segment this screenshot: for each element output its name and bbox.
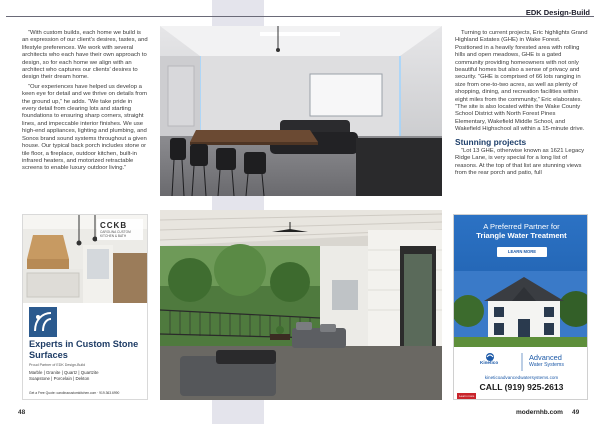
kinetico-logo-row bbox=[454, 351, 588, 373]
ccbk-headline: Experts in Custom Stone Surfaces bbox=[29, 339, 139, 360]
ccbk-emblem-icon bbox=[29, 307, 57, 337]
kinetico-url[interactable]: kineticoadvancedwatersystems.com bbox=[484, 375, 559, 380]
ccbk-materials bbox=[29, 370, 145, 382]
house-illustration bbox=[454, 271, 588, 347]
ccbk-materials-line-1: Marble | Granite | Quartz | Quartzite bbox=[29, 370, 99, 375]
ccbk-logo bbox=[97, 219, 143, 240]
kinetico-phone[interactable]: CALL (919) 925-2613 bbox=[479, 382, 564, 392]
kinetico-learn-tag[interactable]: Learn more bbox=[459, 394, 475, 398]
right-paragraph-1: Turning to current projects, Eric highlights Grand Highland Estates (GHE) in Wake Forest. Positioned in a heavily forested area with rolling hills and open meadows, GHE is a gated community providing homeowners with not only beautiful homes but also a sense of privacy and security. “GHE is comprised of 66 lots ranging in size from one-to-two acres, as well as plenty of shopping, dining, and recreation facilities within eight miles from the community,” Eric elaborates. “The site is also located within the Wake County School District with North Forest Pines Elementary, Wakefield Middle School, and Wakefield Highschool all within a 15-minute drive. bbox=[455, 30, 588, 133]
kinetico-headline bbox=[458, 223, 585, 240]
kinetico-brand: Kinetico bbox=[480, 360, 499, 365]
left-column-text bbox=[22, 30, 148, 175]
right-column-text bbox=[455, 30, 588, 179]
page-number-right: 49 bbox=[572, 409, 580, 416]
kinetico-advertisement[interactable] bbox=[453, 214, 588, 400]
home-theater-photo bbox=[160, 26, 442, 196]
ccbk-partner-line: Proud Partner of EDK Design-Build bbox=[29, 363, 86, 367]
footer-site[interactable]: modernhb.com bbox=[516, 409, 563, 416]
covered-patio-photo bbox=[160, 210, 442, 400]
ccbk-tagline: CAROLINA CUSTOM KITCHEN & BATH bbox=[100, 230, 131, 238]
right-paragraph-2: “Lot 13 GHE, otherwise known as 1621 Legacy Ridge Lane, is very special for a long list of reasons. At the top of that list are stunning views from the rear porch and patio, full bbox=[455, 147, 585, 176]
header-rule bbox=[6, 16, 594, 17]
learn-more-button[interactable]: LEARN MORE bbox=[497, 247, 547, 257]
stunning-projects-heading: Stunning projects bbox=[455, 136, 527, 147]
ccbk-logo-text: CCKB bbox=[100, 221, 128, 230]
kinetico-water-systems: Water Systems bbox=[529, 362, 564, 368]
ccbk-footer[interactable]: Get a Free Quote: carolinacustomkitchen.com · 919.363.6990 bbox=[29, 391, 120, 395]
left-paragraph-1: “With custom builds, each home we build is an expression of our client’s desires, tastes, and lifestyle preferences. We work with several architects who each have their own approach to design, so for each home we align with an architect who captures our clients’ desires to design their dream home. bbox=[22, 30, 148, 81]
kinetico-headline-line-1: A Preferred Partner for bbox=[483, 222, 560, 231]
ccbk-materials-line-2: Soapstone | Porcelain | Dekton bbox=[29, 376, 90, 381]
left-paragraph-2: “Our experiences have helped us develop a keen eye for detail and we thrive on details from the ground up,” he adds. “We take pride in every detail from clearing lots and starting foundations to ensuring sharp corners, straight lines, and impeccable interior finishes. We use high-end appliances, lighting and plumbing, and Sonos brand sound systems throughout a given house. Our typical back porch includes stone or tile floor, a fireplace, outdoor kitchen, built-in infrared heaters, and motorized retractable screens to enable luxury outdoor living.” bbox=[22, 83, 148, 172]
kinetico-advanced: Advanced bbox=[529, 353, 562, 362]
kinetico-headline-line-2: Triangle Water Treatment bbox=[476, 230, 567, 240]
page-number-left: 48 bbox=[18, 409, 26, 416]
header-brand: EDK Design-Build bbox=[525, 8, 590, 17]
ccbk-advertisement[interactable] bbox=[22, 214, 148, 400]
